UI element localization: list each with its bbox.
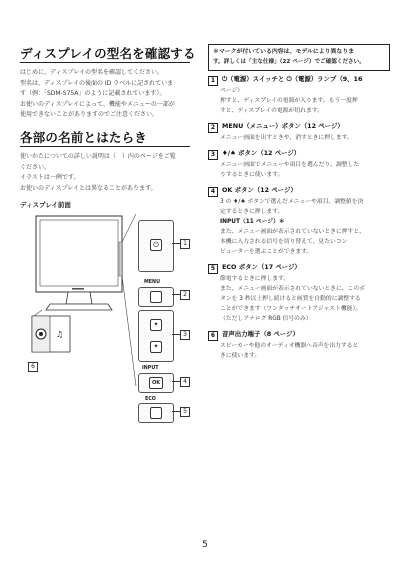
monitor-illustration xyxy=(28,212,203,387)
leader-line xyxy=(172,334,180,335)
parts-line: 使いかたについての詳しい説明は（ ）内のページをご覧 xyxy=(20,153,176,160)
item-line: ページ） xyxy=(220,88,244,94)
item-line: また、メニュー画面が表示されていないときに押すと、 xyxy=(220,229,365,235)
parts-list xyxy=(208,74,388,366)
svg-text:♫: ♫ xyxy=(56,330,64,339)
item-line: また、メニュー画面が表示されていないときに、このボ xyxy=(220,286,365,292)
model-note-box xyxy=(208,44,390,71)
list-item xyxy=(208,148,388,180)
item-line: きに使います。 xyxy=(220,353,261,359)
item-line: ことができます（ワンタッチオートアジャスト機能）。 xyxy=(220,306,362,312)
ok-panel xyxy=(138,373,174,393)
list-item xyxy=(208,329,388,361)
callout-3: 3 xyxy=(180,330,190,340)
item-line: 定するときに押します。 xyxy=(220,209,284,215)
item-number: 4 xyxy=(208,187,218,197)
menu-panel xyxy=(138,287,174,307)
item-number: 5 xyxy=(208,264,218,274)
callout-1: 1 xyxy=(180,239,190,249)
item-line: すと、ディスプレイの電源が切れます。 xyxy=(220,108,323,114)
section-title-model: ディスプレイの型名を確認する xyxy=(20,46,196,61)
front-view-label: ディスプレイ前面 xyxy=(20,201,71,209)
item-title: ECO ボタン（17 ページ） xyxy=(222,263,301,271)
intro-line: 使用できないことがありますのでご注意ください。 xyxy=(20,111,159,119)
item-line: タンを 3 秒以上押し続けると画質を自動的に調整する xyxy=(220,296,361,302)
list-item xyxy=(208,121,388,143)
page-number: 5 xyxy=(202,540,208,550)
item-line: （ただしアナログ RGB 信号のみ） xyxy=(220,316,312,322)
note-line: ＊マークが付いている内容は、モデルにより異なりま xyxy=(213,49,355,55)
section-title-parts: 各部の名前とはたらき xyxy=(20,130,148,145)
eco-label: ECO xyxy=(145,397,156,402)
intro-line: 型名は、ディスプレイの後面の ID ラベルに記されていま xyxy=(20,79,174,87)
callout-6: 6 xyxy=(28,362,38,372)
parts-line: お使いのディスプレイとは異なることがあります。 xyxy=(20,184,157,192)
menu-label: MENU xyxy=(144,280,160,285)
intro-line: はじめに、ディスプレイの型名を確認してください。 xyxy=(20,69,163,76)
list-item xyxy=(208,185,388,257)
item-line: りするときに使います。 xyxy=(220,172,284,178)
menu-button[interactable] xyxy=(150,291,162,303)
callout-4: 4 xyxy=(180,377,190,387)
callout-5: 5 xyxy=(180,407,190,417)
title-underline xyxy=(20,146,190,147)
input-label: INPUT xyxy=(142,366,159,371)
item-line: メニュー画面を出すときや、消すときに押します。 xyxy=(220,135,353,141)
parts-intro xyxy=(20,152,195,194)
item-line: 押すと、ディスプレイの電源が入ります。もう一度押 xyxy=(220,98,358,104)
item-title: ⏻（電源）スイッチと ⏻（電源）ランプ（9、16 xyxy=(222,75,363,83)
item-title: OK ボタン（12 ページ） xyxy=(222,186,297,194)
arrow-panel xyxy=(138,310,174,362)
item-title: MENU（メニュー）ボタン（12 ページ） xyxy=(222,122,344,130)
power-panel xyxy=(138,220,174,272)
note-line: す。詳しくは「主な仕様」（22 ページ）でご確認ください。 xyxy=(213,59,365,66)
callout-2: 2 xyxy=(180,290,190,300)
item-number: 2 xyxy=(208,123,218,133)
intro-line: す（例：「SDM-S75A」のように記載されています）。 xyxy=(20,90,166,98)
item-number: 3 xyxy=(208,150,218,160)
item-line: INPUT（11 ページ）＊ xyxy=(220,219,285,225)
arrow-up-icon[interactable]: ✦ xyxy=(150,319,162,331)
item-title: ♦/♠ ボタン（12 ページ） xyxy=(222,149,301,157)
item-line: スピーカーや他のオーディオ機器へ音声を出力すると xyxy=(220,343,359,349)
list-item xyxy=(208,262,388,324)
eco-panel xyxy=(138,403,174,423)
intro-line: お使いのディスプレイによって、機能やメニューの一部が xyxy=(20,100,175,108)
item-line: 節電するときに押します。 xyxy=(220,276,290,282)
item-line: メニュー画面でメニューや項目を選んだり、調整した xyxy=(220,162,360,168)
item-title: 音声出力端子（8 ページ） xyxy=(222,330,299,338)
ok-button[interactable]: OK xyxy=(149,377,163,389)
power-icon[interactable]: ⏻ xyxy=(150,239,162,251)
eco-button[interactable] xyxy=(150,407,162,419)
arrow-down-icon[interactable]: ✦ xyxy=(150,341,162,353)
item-number: 6 xyxy=(208,331,218,341)
item-line: ピューターを選ぶことができます。 xyxy=(220,249,313,255)
title-underline xyxy=(20,62,190,63)
item-number: 1 xyxy=(208,76,218,86)
item-line: 本機に入力される信号を切り替えて、見たいコン xyxy=(220,239,348,245)
item-line: 3 の ♦/♠ ボタンで選んだメニューや項目、調整値を決 xyxy=(220,199,364,205)
leader-line xyxy=(172,243,180,244)
parts-line: ください。 xyxy=(20,163,51,171)
leader-line xyxy=(172,411,180,412)
parts-line: イラストは一例です。 xyxy=(20,174,80,182)
leader-line xyxy=(172,381,180,382)
leader-line xyxy=(172,294,180,295)
model-intro xyxy=(20,68,195,121)
list-item xyxy=(208,74,388,116)
